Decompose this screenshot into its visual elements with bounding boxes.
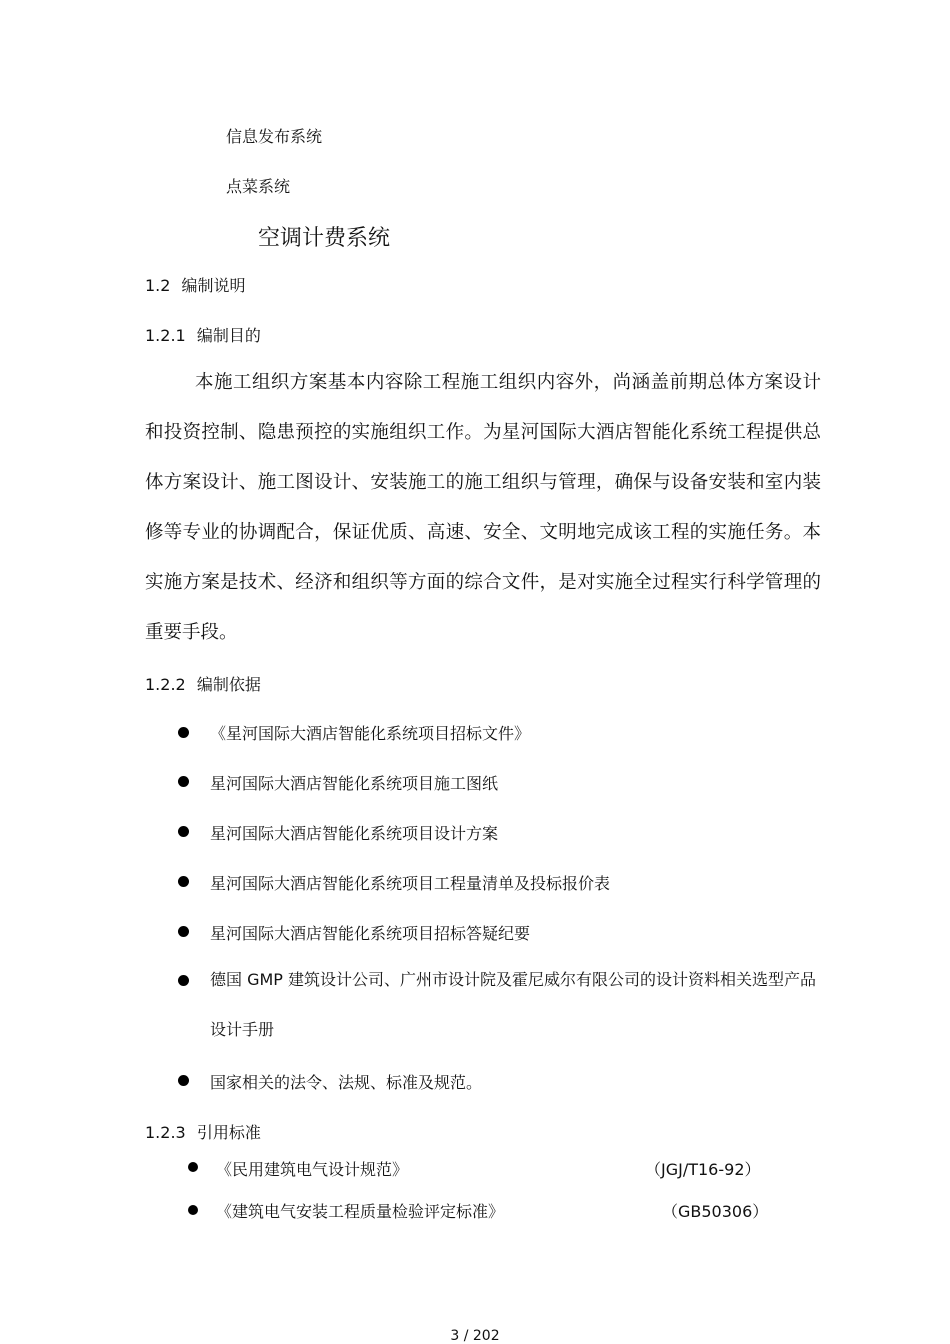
section-title: 编制目的: [196, 326, 261, 345]
bullet-icon: [178, 975, 189, 986]
standard-name: 《建筑电气安装工程质量检验评定标准》: [216, 1202, 505, 1221]
section-number: 1.2.1: [145, 326, 186, 345]
list-item-large: 空调计费系统: [258, 226, 391, 251]
section-heading-1-2: [145, 273, 246, 296]
bullet-icon: [178, 926, 189, 937]
standard-name: 《民用建筑电气设计规范》: [216, 1160, 409, 1179]
list-item: 信息发布系统: [226, 127, 323, 146]
basis-item: 星河国际大酒店智能化系统项目招标答疑纪要: [210, 924, 531, 943]
bullet-icon: [178, 776, 189, 787]
section-heading-1-2-2: [145, 672, 261, 695]
basis-item: 星河国际大酒店智能化系统项目设计方案: [210, 824, 499, 843]
basis-item: 《星河国际大酒店智能化系统项目招标文件》: [210, 724, 531, 743]
bullet-icon: [188, 1205, 198, 1215]
section-title: 编制依据: [196, 675, 261, 694]
page-number: 3 / 202: [450, 1328, 500, 1344]
section-heading-1-2-3: [145, 1120, 261, 1143]
bullet-icon: [178, 1075, 189, 1086]
standard-code: （JGJ/T16-92）: [645, 1160, 761, 1179]
section-title: 引用标准: [196, 1123, 261, 1142]
section-number: 1.2.3: [145, 1123, 186, 1142]
bullet-icon: [178, 727, 189, 738]
standard-code: （GB50306）: [662, 1202, 769, 1221]
basis-item: 德国 GMP 建筑设计公司、广州市设计院及霍尼威尔有限公司的设计资料相关选型产品设计手册: [210, 970, 817, 1039]
section-number: 1.2.2: [145, 675, 186, 694]
list-item: 点菜系统: [226, 177, 291, 196]
bullet-icon: [188, 1162, 198, 1172]
basis-item: 国家相关的法令、法规、标准及规范。: [210, 1073, 483, 1092]
section-number: 1.2: [145, 276, 171, 295]
paragraph-text: 本施工组织方案基本内容除工程施工组织内容外，尚涵盖前期总体方案设计和投资控制、隐患预控的实施组织工作。为星河国际大酒店智能化系统工程提供总体方案设计、施工图设计、安装施工的施工组织与管理，确保与设备安装和室内装修等专业的协调配合，保证优质、高速、安全、文明地完成该工程的实施任务。本实施方案是技术、经济和组织等方面的综合文件，是对实施全过程实行科学管理的重要手段。: [145, 372, 821, 643]
section-title: 编制说明: [181, 276, 246, 295]
purpose-paragraph: [145, 358, 821, 658]
basis-item: 星河国际大酒店智能化系统项目施工图纸: [210, 774, 499, 793]
section-heading-1-2-1: [145, 323, 261, 346]
bullet-icon: [178, 826, 189, 837]
bullet-icon: [178, 876, 189, 887]
basis-item: 星河国际大酒店智能化系统项目工程量清单及投标报价表: [210, 874, 611, 893]
